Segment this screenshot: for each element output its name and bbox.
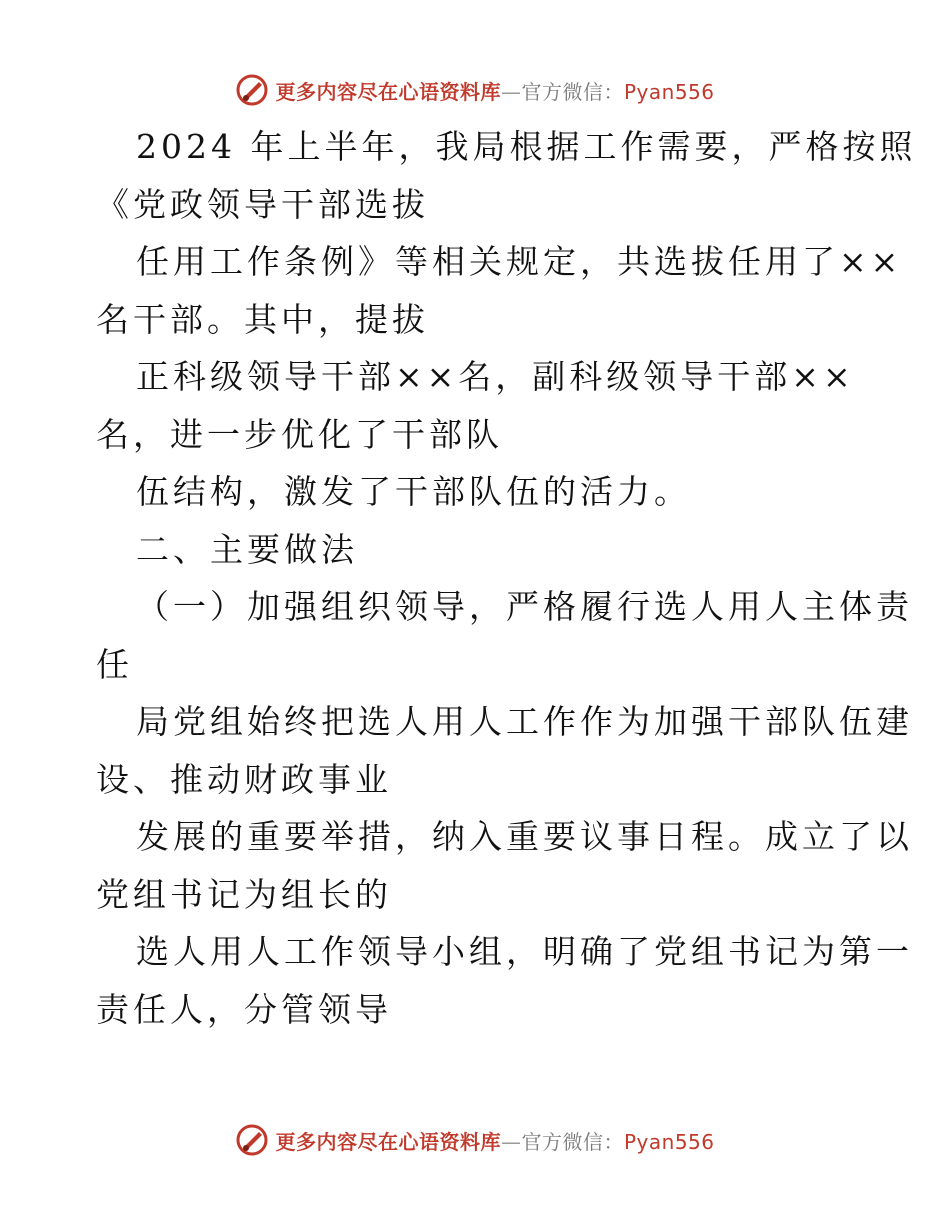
text-line: 局党组始终把选人用人工作作为加强干部队伍建	[136, 702, 913, 741]
text-line: 名干部。其中，提拔	[96, 299, 429, 339]
watermark-main: 更多内容尽在心语资料库	[275, 1129, 501, 1154]
header-watermark	[0, 70, 950, 110]
watermark-main: 更多内容尽在心语资料库	[275, 79, 501, 104]
text-line: 2024 年上半年，我局根据工作需要，严格按照	[136, 127, 917, 166]
watermark-sub: 官方微信：	[521, 1129, 624, 1154]
text-line: 责任人，分管领导	[96, 989, 392, 1029]
text-line: 设、推动财政事业	[96, 759, 392, 799]
text-line: 正科级领导干部××名，副科级领导干部××	[136, 357, 855, 396]
text-line: 党组书记为组长的	[96, 874, 392, 914]
watermark-dash: —	[500, 79, 522, 104]
text-line: 发展的重要举措，纳入重要议事日程。成立了以	[136, 817, 913, 856]
watermark-sub: 官方微信：	[521, 79, 624, 104]
footer-watermark	[0, 1120, 950, 1160]
section-heading: 二、主要做法	[136, 529, 358, 569]
watermark-id: Pyan556	[623, 79, 715, 104]
text-line: 《党政领导干部选拔	[96, 184, 429, 224]
text-line: 任	[96, 644, 133, 684]
brush-logo-icon	[235, 1123, 269, 1157]
text-line: 名，进一步优化了干部队	[96, 414, 503, 454]
subsection-heading: （一）加强组织领导，严格履行选人用人主体责	[136, 587, 913, 626]
document-body	[96, 118, 917, 1038]
watermark-id: Pyan556	[623, 1129, 715, 1154]
watermark-dash: —	[500, 1129, 522, 1154]
text-line: 任用工作条例》等相关规定，共选拔任用了××	[136, 242, 903, 281]
brush-logo-icon	[235, 73, 269, 107]
watermark-text	[275, 1126, 714, 1155]
watermark-text	[275, 76, 714, 105]
text-line: 选人用人工作领导小组，明确了党组书记为第一	[136, 932, 913, 971]
text-line: 伍结构，激发了干部队伍的活力。	[136, 472, 691, 511]
